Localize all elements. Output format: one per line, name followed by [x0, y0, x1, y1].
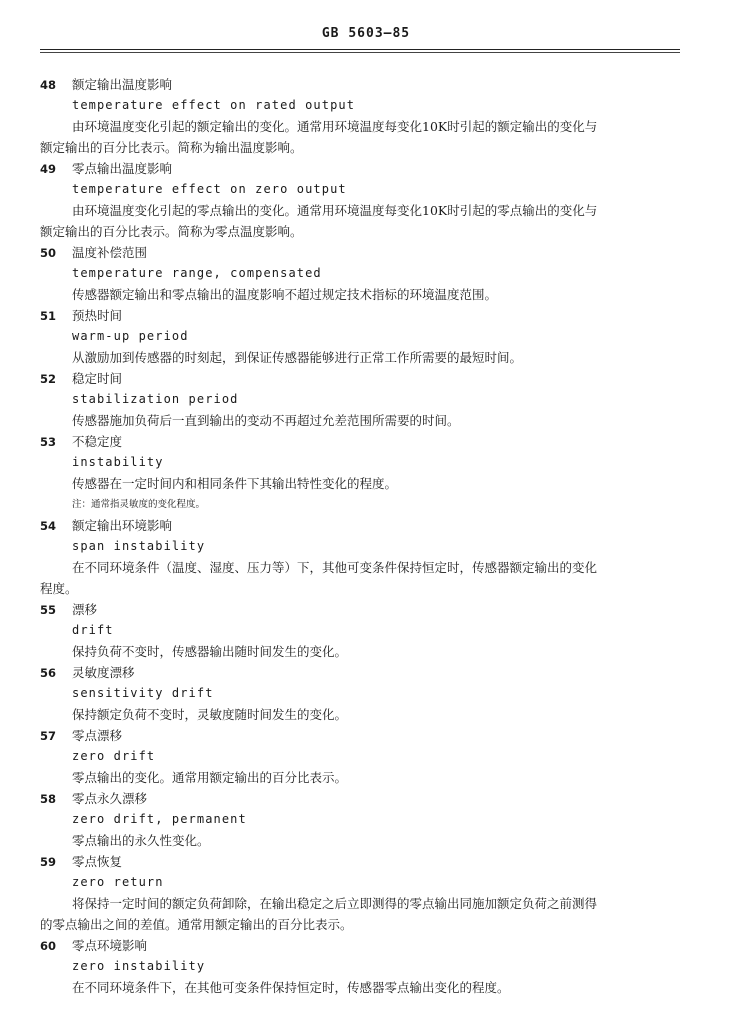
term-heading	[40, 935, 682, 956]
term-chinese: 额定输出环境影响	[72, 518, 173, 533]
term-entry	[40, 158, 682, 242]
term-definition: 在不同环境条件（温度、湿度、压力等）下，其他可变条件保持恒定时，传感器额定输出的变化	[72, 560, 598, 575]
term-entry	[40, 599, 682, 662]
term-number: 48	[40, 78, 57, 92]
term-entry	[40, 935, 682, 998]
term-heading	[40, 158, 682, 179]
term-chinese: 温度补偿范围	[72, 245, 148, 260]
term-definition: 传感器施加负荷后一直到输出的变动不再超过允差范围所需要的时间。	[72, 413, 460, 428]
term-definition: 从激励加到传感器的时刻起，到保证传感器能够进行正常工作所需要的最短时间。	[72, 350, 523, 365]
term-chinese: 零点环境影响	[72, 938, 148, 953]
term-heading	[40, 431, 682, 452]
term-heading	[40, 515, 682, 536]
term-chinese: 灵敏度漂移	[72, 665, 135, 680]
term-entry	[40, 851, 682, 935]
term-list	[40, 74, 682, 998]
term-definition: 程度。	[40, 581, 78, 596]
term-definition: 的零点输出之间的差值。通常用额定输出的百分比表示。	[40, 917, 353, 932]
term-heading	[40, 788, 682, 809]
term-note: 注：通常指灵敏度的变化程度。	[72, 499, 206, 510]
term-english: temperature range, compensated	[72, 266, 322, 280]
term-english: instability	[72, 455, 164, 469]
term-definition: 零点输出的变化。通常用额定输出的百分比表示。	[72, 770, 348, 785]
page-header: GB 5603—85	[321, 26, 411, 41]
term-definition: 由环境温度变化引起的零点输出的变化。通常用环境温度每变化10K时引起的零点输出的变化与	[72, 203, 598, 218]
term-entry	[40, 662, 682, 725]
term-definition: 零点输出的永久性变化。	[72, 833, 210, 848]
term-heading	[40, 368, 682, 389]
term-heading	[40, 242, 682, 263]
term-number: 54	[40, 519, 57, 533]
term-number: 49	[40, 162, 57, 176]
term-english: zero instability	[72, 959, 206, 973]
term-definition: 传感器额定输出和零点输出的温度影响不超过规定技术指标的环境温度范围。	[72, 287, 498, 302]
term-entry	[40, 515, 682, 599]
term-entry	[40, 431, 682, 515]
term-chinese: 零点永久漂移	[72, 791, 148, 806]
term-entry	[40, 74, 682, 158]
term-chinese: 预热时间	[72, 308, 123, 323]
term-number: 58	[40, 792, 57, 806]
term-number: 50	[40, 246, 57, 260]
term-number: 53	[40, 435, 57, 449]
term-heading	[40, 851, 682, 872]
term-chinese: 零点输出温度影响	[72, 161, 173, 176]
term-english: zero drift, permanent	[72, 812, 247, 826]
term-heading	[40, 599, 682, 620]
term-chinese: 不稳定度	[72, 434, 123, 449]
term-chinese: 额定输出温度影响	[72, 77, 173, 92]
term-number: 57	[40, 729, 57, 743]
term-number: 59	[40, 855, 57, 869]
term-english: zero return	[72, 875, 164, 889]
term-chinese: 零点恢复	[72, 854, 123, 869]
term-heading	[40, 74, 682, 95]
term-entry	[40, 725, 682, 788]
term-number: 55	[40, 603, 57, 617]
term-entry	[40, 368, 682, 431]
term-heading	[40, 305, 682, 326]
header-rule-thin	[40, 52, 680, 53]
term-number: 52	[40, 372, 57, 386]
term-english: drift	[72, 623, 114, 637]
term-english: sensitivity drift	[72, 686, 214, 700]
term-chinese: 漂移	[72, 602, 98, 617]
term-definition: 传感器在一定时间内和相同条件下其输出特性变化的程度。	[72, 476, 398, 491]
header-rule	[40, 49, 680, 50]
term-english: zero drift	[72, 749, 156, 763]
term-definition: 保持负荷不变时，传感器输出随时间发生的变化。	[72, 644, 348, 659]
term-number: 51	[40, 309, 57, 323]
term-definition: 额定输出的百分比表示。简称为输出温度影响。	[40, 140, 303, 155]
term-chinese: 零点漂移	[72, 728, 123, 743]
term-english: temperature effect on zero output	[72, 182, 347, 196]
term-entry	[40, 242, 682, 305]
term-english: warm-up period	[72, 329, 189, 343]
term-entry	[40, 788, 682, 851]
term-heading	[40, 662, 682, 683]
term-english: span instability	[72, 539, 206, 553]
term-chinese: 稳定时间	[72, 371, 123, 386]
term-english: temperature effect on rated output	[72, 98, 356, 112]
term-english: stabilization period	[72, 392, 239, 406]
term-definition: 在不同环境条件下，在其他可变条件保持恒定时，传感器零点输出变化的程度。	[72, 980, 510, 995]
term-definition: 将保持一定时间的额定负荷卸除，在输出稳定之后立即测得的零点输出同施加额定负荷之前测得	[72, 896, 598, 911]
term-number: 56	[40, 666, 57, 680]
term-heading	[40, 725, 682, 746]
term-number: 60	[40, 939, 57, 953]
term-definition: 保持额定负荷不变时，灵敏度随时间发生的变化。	[72, 707, 348, 722]
term-definition: 由环境温度变化引起的额定输出的变化。通常用环境温度每变化10K时引起的额定输出的变化与	[72, 119, 598, 134]
term-definition: 额定输出的百分比表示。简称为零点温度影响。	[40, 224, 303, 239]
term-entry	[40, 305, 682, 368]
